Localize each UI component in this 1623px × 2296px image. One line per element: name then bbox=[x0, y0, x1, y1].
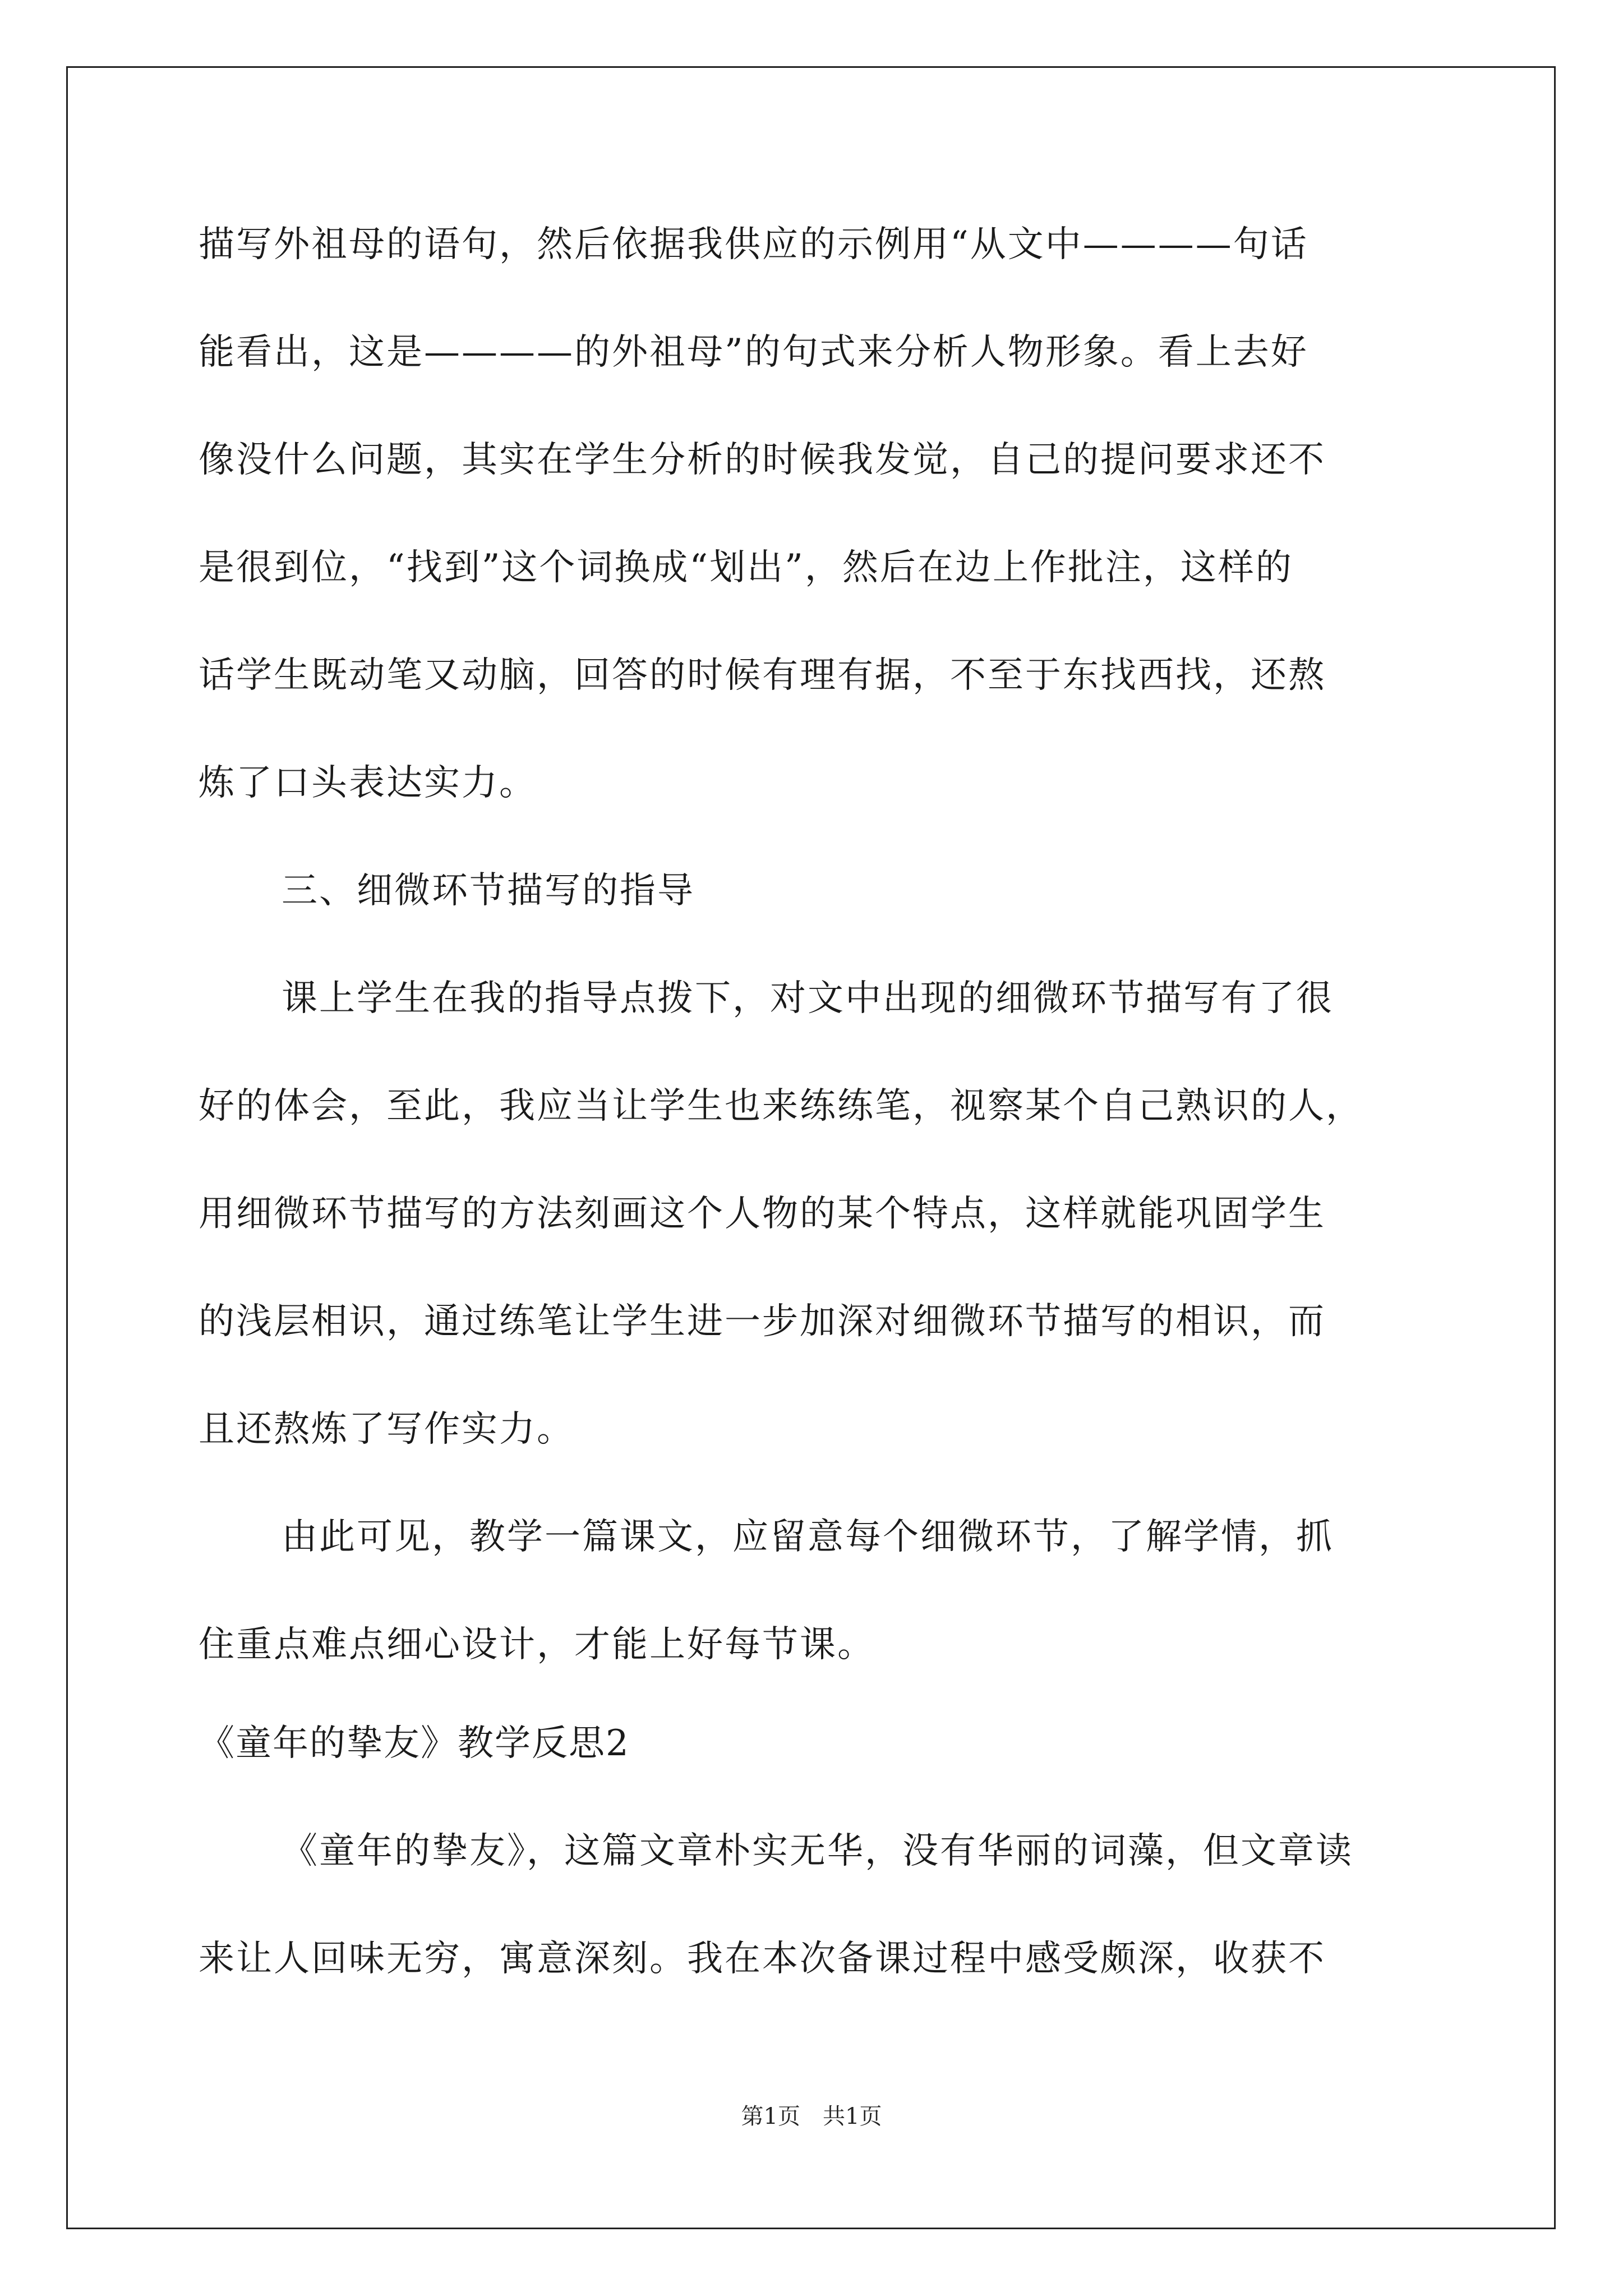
body-line: 的浅层相识，通过练笔让学生进一步加深对细微环节描写的相识，而 bbox=[199, 1301, 1326, 1342]
body-line: 课上学生在我的指导点拨下，对文中出现的细微环节描写有了很 bbox=[282, 978, 1334, 1019]
page-number: 第1页 共1页 bbox=[741, 2104, 882, 2129]
body-line: 由此可见，教学一篇课文，应留意每个细微环节，了解学情，抓 bbox=[282, 1516, 1334, 1558]
body-line: 且还熬炼了写作实力。 bbox=[199, 1409, 574, 1450]
body-line: 能看出，这是————的外祖母”的句式来分析人物形象。看上去好 bbox=[199, 332, 1308, 373]
page-border bbox=[66, 66, 1556, 2229]
body-line: 描写外祖母的语句，然后依据我供应的示例用“从文中————句话 bbox=[199, 224, 1308, 265]
body-line: 用细微环节描写的方法刻画这个人物的某个特点，这样就能巩固学生 bbox=[199, 1193, 1326, 1235]
section-heading: 三、细微环节描写的指导 bbox=[282, 870, 695, 912]
body-line: 话学生既动笔又动脑，回答的时候有理有据，不至于东找西找，还熬 bbox=[199, 655, 1326, 696]
body-line: 炼了口头表达实力。 bbox=[199, 762, 537, 804]
body-line: 好的体会，至此，我应当让学生也来练练笔，视察某个自己熟识的人， bbox=[199, 1085, 1363, 1127]
body-line: 《童年的挚友》，这篇文章朴实无华，没有华丽的词藻，但文章读 bbox=[282, 1830, 1353, 1872]
body-line: 住重点难点细心设计，才能上好每节课。 bbox=[199, 1624, 875, 1665]
article-title: 《童年的挚友》教学反思2 bbox=[199, 1723, 630, 1764]
body-line: 来让人回味无穷，寓意深刻。我在本次备课过程中感受颇深，收获不 bbox=[199, 1938, 1326, 1980]
body-line: 是很到位，“找到”这个词换成“划出”，然后在边上作批注，这样的 bbox=[199, 547, 1293, 588]
body-line: 像没什么问题，其实在学生分析的时候我发觉，自己的提问要求还不 bbox=[199, 439, 1326, 481]
